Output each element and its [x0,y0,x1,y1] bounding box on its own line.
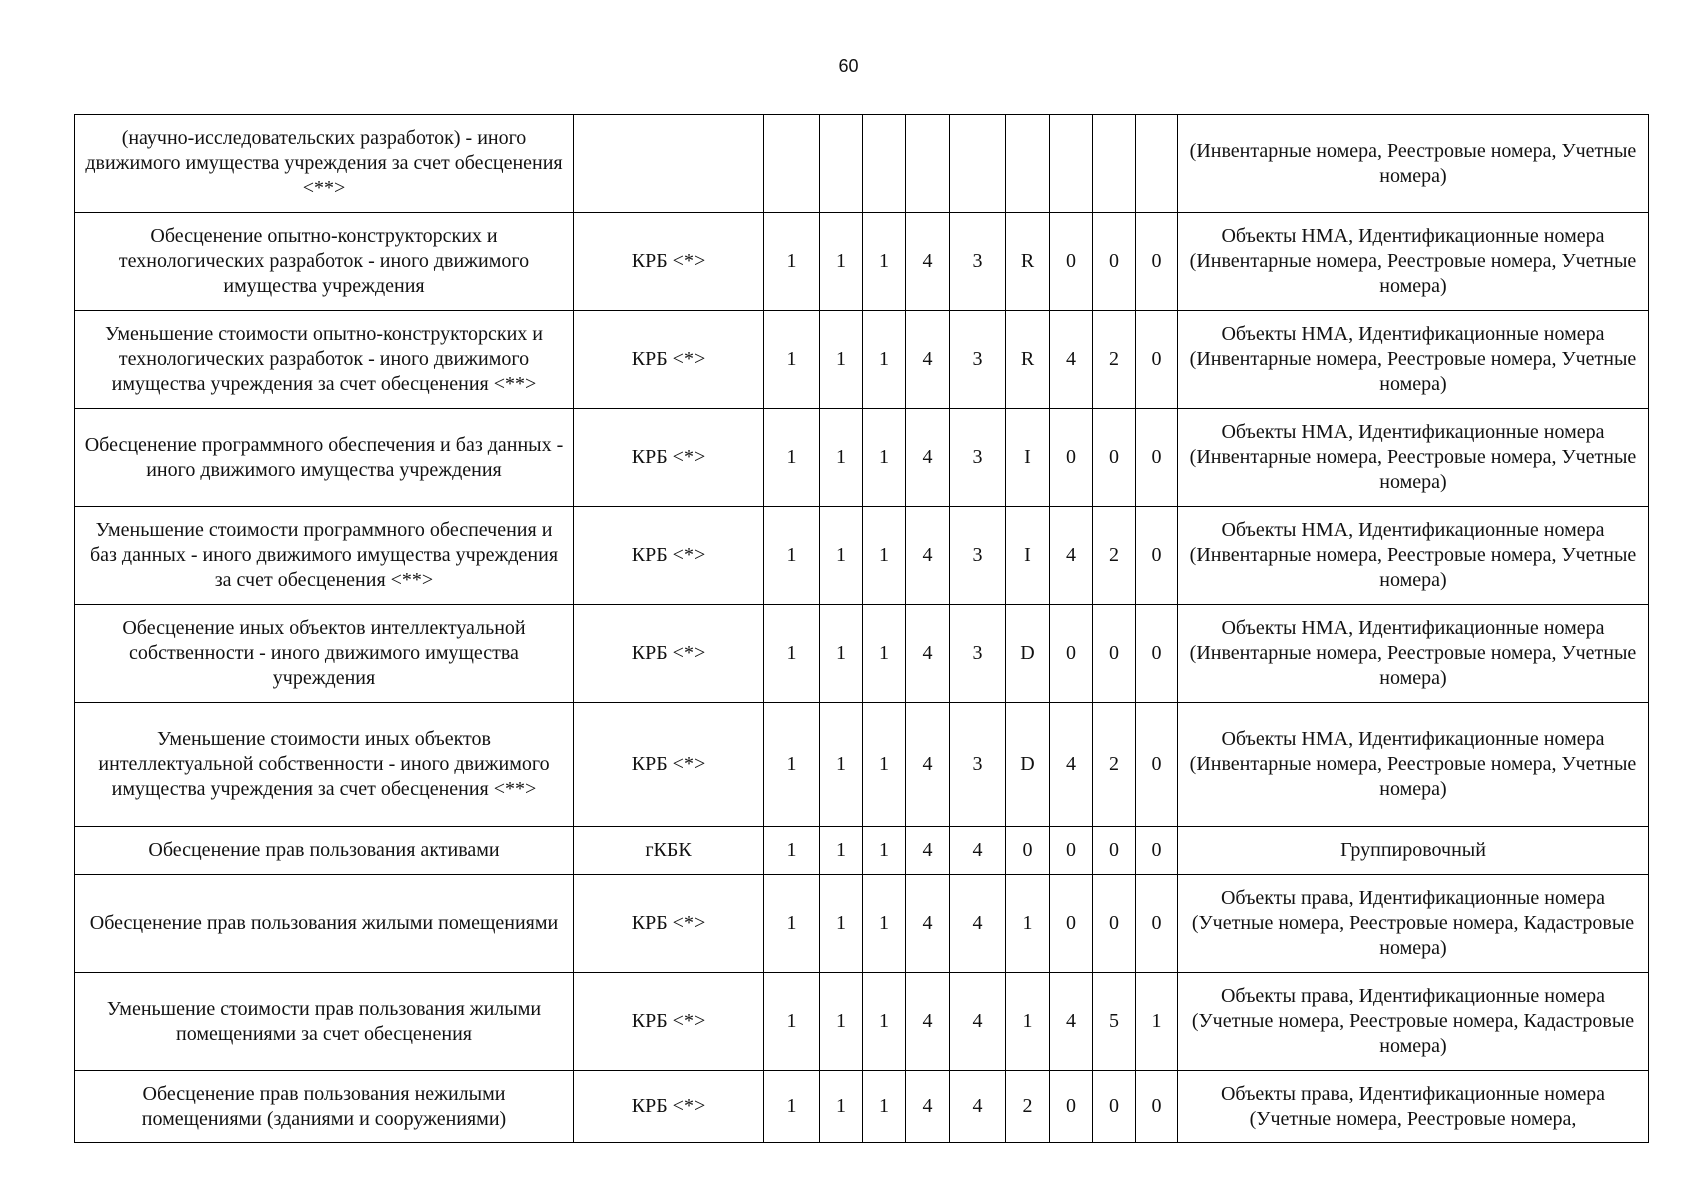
analytics-cell: Объекты права, Идентификационные номера (Учетные номера, Реестровые номера, [1178,1071,1649,1143]
code-digit-cell: 1 [820,1071,863,1143]
code-digit-cell: 4 [906,507,950,605]
code-digit-cell: 1 [863,827,906,875]
code-digit-cell: 1 [1136,973,1178,1071]
code-digit-cell: 4 [906,605,950,703]
account-name-cell: Обесценение прав пользования жилыми помещениями [75,875,574,973]
code-digit-cell [764,115,820,213]
code-digit-cell: 3 [950,507,1006,605]
code-digit-cell: 0 [1136,875,1178,973]
code-digit-cell: 2 [1093,507,1136,605]
code-digit-cell: 1 [820,311,863,409]
code-digit-cell: 1 [820,213,863,311]
code-digit-cell [1006,115,1050,213]
code-digit-cell: 4 [950,827,1006,875]
code-digit-cell [1136,115,1178,213]
code-digit-cell: 0 [1136,1071,1178,1143]
code-digit-cell: 1 [764,311,820,409]
code-digit-cell: 2 [1006,1071,1050,1143]
code-digit-cell: 4 [906,973,950,1071]
code-digit-cell: 1 [764,213,820,311]
code-digit-cell: 1 [764,703,820,827]
code-digit-cell: 1 [863,973,906,1071]
table-row [75,973,1649,1071]
code-digit-cell: 1 [820,875,863,973]
table-row [75,827,1649,875]
code-digit-cell: 2 [1093,311,1136,409]
analytics-cell: (Инвентарные номера, Реестровые номера, Учетные номера) [1178,115,1649,213]
account-type-cell: КРБ <*> [574,1071,764,1143]
code-digit-cell: 0 [1093,875,1136,973]
account-name-cell: Уменьшение стоимости опытно-конструкторских и технологических разработок - иного движимого имущества учреждения за счет обесценения <**> [75,311,574,409]
code-digit-cell: 0 [1093,213,1136,311]
table-row [75,507,1649,605]
code-digit-cell: 1 [764,827,820,875]
code-digit-cell: 0 [1136,605,1178,703]
code-digit-cell: 4 [906,311,950,409]
code-digit-cell: 1 [820,973,863,1071]
table-row [75,213,1649,311]
code-digit-cell: 2 [1093,703,1136,827]
code-digit-cell: 4 [906,1071,950,1143]
code-digit-cell: D [1006,703,1050,827]
code-digit-cell: 1 [820,703,863,827]
analytics-cell: Объекты права, Идентификационные номера (Учетные номера, Реестровые номера, Кадастровые номера) [1178,973,1649,1071]
code-digit-cell [906,115,950,213]
code-digit-cell: 1 [863,507,906,605]
analytics-cell: Объекты права, Идентификационные номера (Учетные номера, Реестровые номера, Кадастровые номера) [1178,875,1649,973]
table-row [75,409,1649,507]
code-digit-cell: 4 [906,409,950,507]
table-row [75,115,1649,213]
code-digit-cell: 1 [1006,875,1050,973]
code-digit-cell: 4 [950,875,1006,973]
code-digit-cell: 1 [863,875,906,973]
account-name-cell: Уменьшение стоимости программного обеспечения и баз данных - иного движимого имущества учреждения за счет обесценения <**> [75,507,574,605]
analytics-cell: Объекты НМА, Идентификационные номера (Инвентарные номера, Реестровые номера, Учетные номера) [1178,605,1649,703]
code-digit-cell: 0 [1136,507,1178,605]
code-digit-cell: I [1006,409,1050,507]
code-digit-cell [1093,115,1136,213]
code-digit-cell: 0 [1050,605,1093,703]
code-digit-cell: 1 [863,409,906,507]
code-digit-cell: 4 [906,827,950,875]
code-digit-cell: 1 [764,507,820,605]
code-digit-cell: 3 [950,311,1006,409]
account-type-cell: КРБ <*> [574,703,764,827]
code-digit-cell: 3 [950,213,1006,311]
code-digit-cell: 4 [906,875,950,973]
code-digit-cell: 0 [1050,875,1093,973]
code-digit-cell: D [1006,605,1050,703]
code-digit-cell: 1 [764,605,820,703]
code-digit-cell: 4 [906,213,950,311]
account-type-cell: гКБК [574,827,764,875]
code-digit-cell: 0 [1050,409,1093,507]
code-digit-cell: 4 [950,973,1006,1071]
code-digit-cell: R [1006,311,1050,409]
code-digit-cell: 1 [863,311,906,409]
code-digit-cell: 3 [950,409,1006,507]
code-digit-cell: 4 [1050,507,1093,605]
code-digit-cell: 0 [1136,703,1178,827]
table-row [75,605,1649,703]
code-digit-cell: I [1006,507,1050,605]
analytics-cell: Объекты НМА, Идентификационные номера (Инвентарные номера, Реестровые номера, Учетные номера) [1178,507,1649,605]
code-digit-cell: 1 [764,1071,820,1143]
analytics-cell: Объекты НМА, Идентификационные номера (Инвентарные номера, Реестровые номера, Учетные номера) [1178,311,1649,409]
account-name-cell: Обесценение опытно-конструкторских и технологических разработок - иного движимого имущества учреждения [75,213,574,311]
account-type-cell: КРБ <*> [574,409,764,507]
code-digit-cell: 4 [1050,311,1093,409]
account-name-cell: Обесценение иных объектов интеллектуальной собственности - иного движимого имущества учреждения [75,605,574,703]
account-type-cell: КРБ <*> [574,605,764,703]
account-name-cell: Обесценение прав пользования нежилыми помещениями (зданиями и сооружениями) [75,1071,574,1143]
account-name-cell: (научно-исследовательских разработок) - иного движимого имущества учреждения за счет обесценения <**> [75,115,574,213]
code-digit-cell: 0 [1050,213,1093,311]
account-type-cell: КРБ <*> [574,875,764,973]
code-digit-cell: 1 [863,605,906,703]
code-digit-cell: 0 [1136,311,1178,409]
accounts-table [74,114,1649,1143]
page-number: 60 [838,56,859,76]
code-digit-cell: 0 [1136,409,1178,507]
code-digit-cell [950,115,1006,213]
code-digit-cell: 0 [1006,827,1050,875]
account-name-cell: Уменьшение стоимости иных объектов интеллектуальной собственности - иного движимого имущества учреждения за счет обесценения <**> [75,703,574,827]
code-digit-cell: 3 [950,605,1006,703]
code-digit-cell [820,115,863,213]
code-digit-cell: 1 [764,875,820,973]
code-digit-cell [863,115,906,213]
account-name-cell: Обесценение программного обеспечения и баз данных - иного движимого имущества учреждения [75,409,574,507]
table-body [75,115,1649,1143]
account-type-cell: КРБ <*> [574,973,764,1071]
code-digit-cell: 3 [950,703,1006,827]
account-type-cell: КРБ <*> [574,507,764,605]
account-type-cell [574,115,764,213]
code-digit-cell: 0 [1136,827,1178,875]
code-digit-cell [1050,115,1093,213]
code-digit-cell: 1 [820,507,863,605]
code-digit-cell: 4 [906,703,950,827]
code-digit-cell: 0 [1093,605,1136,703]
code-digit-cell: 0 [1093,827,1136,875]
code-digit-cell: 1 [1006,973,1050,1071]
code-digit-cell: 1 [863,1071,906,1143]
table-row [75,1071,1649,1143]
code-digit-cell: 0 [1050,1071,1093,1143]
table-row [75,703,1649,827]
code-digit-cell: 0 [1136,213,1178,311]
code-digit-cell: 1 [820,605,863,703]
analytics-cell: Объекты НМА, Идентификационные номера (Инвентарные номера, Реестровые номера, Учетные номера) [1178,703,1649,827]
account-name-cell: Уменьшение стоимости прав пользования жилыми помещениями за счет обесценения [75,973,574,1071]
table-row [75,875,1649,973]
analytics-cell: Группировочный [1178,827,1649,875]
table-row [75,311,1649,409]
code-digit-cell: 5 [1093,973,1136,1071]
code-digit-cell: 0 [1093,409,1136,507]
account-type-cell: КРБ <*> [574,311,764,409]
account-name-cell: Обесценение прав пользования активами [75,827,574,875]
code-digit-cell: 1 [863,703,906,827]
code-digit-cell: 4 [1050,703,1093,827]
code-digit-cell: 1 [764,973,820,1071]
code-digit-cell: 0 [1093,1071,1136,1143]
account-type-cell: КРБ <*> [574,213,764,311]
code-digit-cell: R [1006,213,1050,311]
code-digit-cell: 1 [820,409,863,507]
code-digit-cell: 1 [820,827,863,875]
analytics-cell: Объекты НМА, Идентификационные номера (Инвентарные номера, Реестровые номера, Учетные номера) [1178,213,1649,311]
analytics-cell: Объекты НМА, Идентификационные номера (Инвентарные номера, Реестровые номера, Учетные номера) [1178,409,1649,507]
code-digit-cell: 1 [764,409,820,507]
code-digit-cell: 4 [950,1071,1006,1143]
code-digit-cell: 0 [1050,827,1093,875]
code-digit-cell: 1 [863,213,906,311]
code-digit-cell: 4 [1050,973,1093,1071]
